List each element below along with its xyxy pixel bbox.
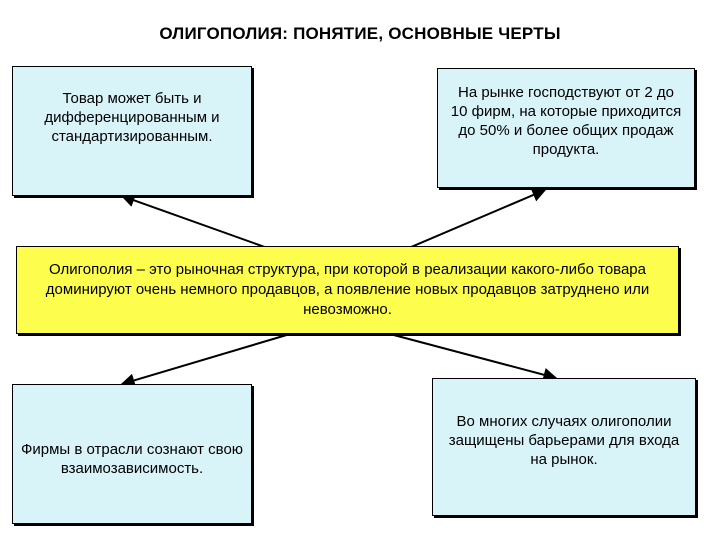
feature-box-product-type (12, 66, 252, 196)
feature-text-interdependence: Фирмы в отрасли сознают свою взаимозависимость. (20, 441, 244, 477)
feature-box-interdependence (12, 384, 252, 524)
feature-text-market-share: На рынке господствуют от 2 до 10 фирм, на которые приходится до 50% и более общих продаж продукта. (450, 84, 682, 158)
feature-text-product-type: Товар может быть и дифференцированным и стандартизированным. (44, 89, 220, 145)
arrow-to-bottom-left (122, 334, 290, 384)
page-title: ОЛИГОПОЛИЯ: ПОНЯТИЕ, ОСНОВНЫЕ ЧЕРТЫ (159, 24, 561, 43)
feature-box-entry-barriers (432, 378, 696, 516)
definition-text: Олигополия – это рыночная структура, при которой в реализации какого-либо товара доминируют очень немного продавцов, а появление новых продавцов затруднено или невозможно. (45, 261, 650, 318)
feature-box-market-share (437, 68, 695, 188)
definition-box (16, 246, 679, 334)
arrow-to-bottom-right (390, 334, 556, 378)
feature-text-entry-barriers: Во многих случаях олигополии защищены барьерами для входа на рынок. (448, 412, 680, 468)
